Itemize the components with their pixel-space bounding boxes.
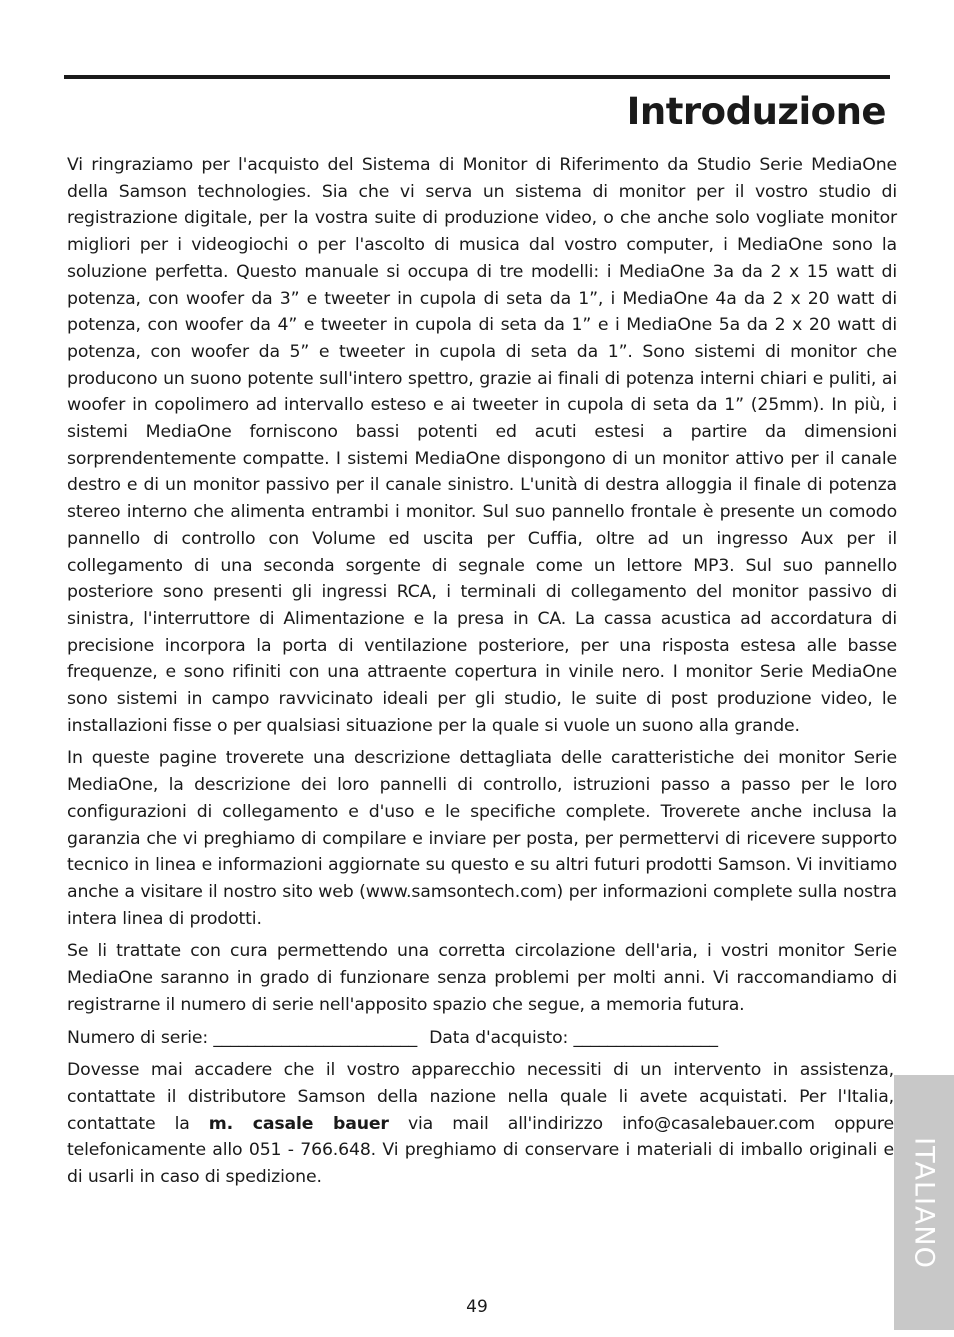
care-paragraph: Se li trattate con cura permettendo una corretta circolazione dell'aria, i vostri monitor Serie MediaOne saranno in grado di funzionare senza problemi per molti anni. Vi raccomandiamo di registrarne il numero di serie nell'apposito spazio che segue, a memoria futura. (67, 941, 897, 1015)
registration-fields (67, 1025, 897, 1052)
language-tab (894, 1075, 954, 1330)
manual-contents-paragraph: In queste pagine troverete una descrizione dettagliata delle caratteristiche dei monitor Serie MediaOne, la descrizione dei loro pannelli di controllo, istruzioni passo a passo per le loro configurazioni di collegamento e d'uso e le specifiche complete. Troverete anche inclusa la garanzia che vi preghiamo di compilare e inviare per posta, per permettervi di ricevere supporto tecnico in linea e informazioni aggiornate su questo e su altri futuri prodotti Samson. Vi invitiamo anche a visitare il nostro sito web (www.samsontech.com) per informazioni complete sulla nostra intera linea di prodotti. (67, 748, 897, 929)
distributor-name: m. casale bauer (208, 1113, 389, 1134)
service-text-start: Dovesse mai accadere che il vostro apparecchio necessiti di un intervento in assistenza, contattate il distributore Samson della nazione nella quale li avete acquistati. Per l'Italia, contattate la (67, 1060, 894, 1134)
body-text (67, 152, 897, 1197)
service-paragraph (67, 1057, 894, 1191)
service-text-end: via mail all'indirizzo info@casalebauer.com oppure telefonicamente allo 051 - 766.648. Vi preghiamo di conservare i materiali di imballo originali e di usarli in caso di spedizione. (67, 1113, 894, 1188)
purchase-date-field: Data d'acquisto: _________________ (429, 1027, 718, 1048)
intro-paragraph: Vi ringraziamo per l'acquisto del Sistema di Monitor di Riferimento da Studio Serie MediaOne della Samson technologies. Sia che vi serva un sistema di monitor per il vostro studio di registrazione digitale, per la vostra suite di produzione video, o che anche solo vogliate monitor migliori per i videogiochi o per l'ascolto di musica dal vostro computer, i MediaOne sono la soluzione perfetta. Questo manuale si occupa di tre modelli: i MediaOne 3a da 2 x 15 watt di potenza, con woofer da 3” e tweeter in cupola di seta da 1”, i MediaOne 4a da 2 x 20 watt di potenza, con woofer da 4” e tweeter in cupola di seta da 1” e i MediaOne 5a da 2 x 20 watt di potenza, con woofer da 5” e tweeter in cupola di seta da 1”. Sono sistemi di monitor che producono un suono potente sull'intero spettro, grazie ai finali di potenza interni chiari e puliti, ai woofer in copolimero ad intervallo esteso e ai tweeter in cupola di seta da 1” (25mm). In più, i sistemi MediaOne forniscono bassi potenti ed acuti estesi a partire da dimensioni sorprendentemente compatte. I sistemi MediaOne dispongono di un monitor attivo per il canale destro e di un monitor passivo per il canale sinistro. L'unità di destra alloggia il finale di potenza stereo interno che alimenta entrambi i monitor. Sul suo pannello frontale è presente un comodo pannello di controllo con Volume ed uscita per Cuffia, oltre ad un ingresso Aux per il collegamento di una seconda sorgente di segnale come un lettore MP3. Sul suo pannello posteriore sono presenti gli ingressi RCA, i terminali di collegamento del monitor passivo di sinistra, l'interruttore di Alimentazione e la presa in CA. La cassa acustica ad accordatura di precisione incorpora la porta di ventilazione posteriore, per una risposta estesa alle basse frequenze, e sono rifiniti con una attraente copertura in vinile nero. I monitor Serie MediaOne sono sistemi in campo ravvicinato ideali per gli studio, le suite di post produzione video, le installazioni fisse o per qualsiasi situazione per la quale si vuole un suono alla grande. (67, 155, 897, 736)
serial-number-field: Numero di serie: ________________________ (67, 1027, 418, 1048)
page-number: 49 (466, 1297, 488, 1317)
page-title: Introduzione (626, 90, 886, 133)
header-rule (64, 75, 890, 79)
language-tab-label: ITALIANO (908, 1136, 940, 1269)
